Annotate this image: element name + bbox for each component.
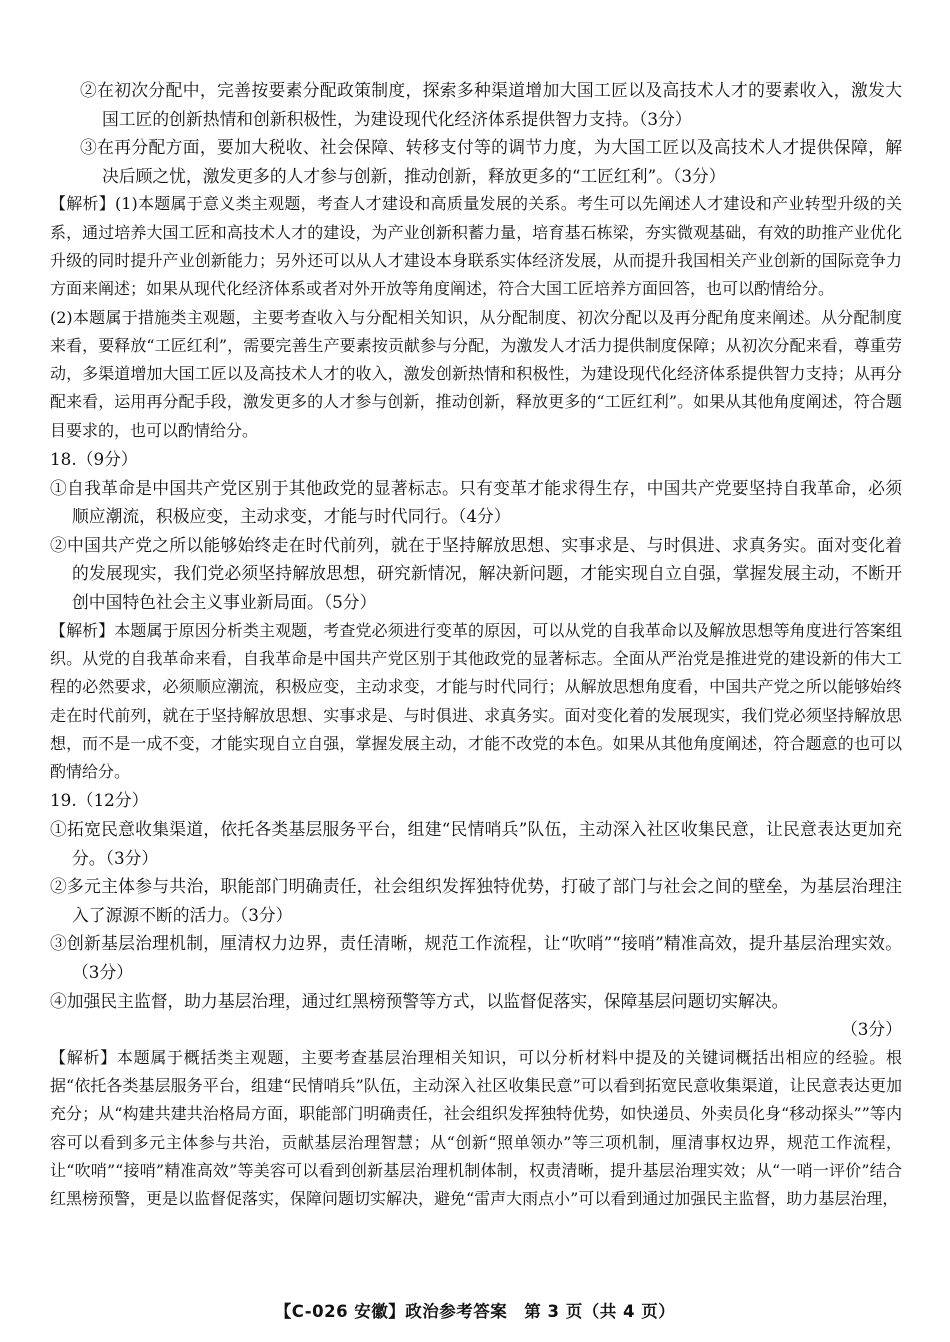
q19-point-4: ④加强民主监督，助力基层治理，通过红黑榜预警等方式，以监督促落实，保障基层问题切实解决。: [50, 990, 789, 1011]
q19-point-1: ①拓宽民意收集渠道，依托各类基层服务平台，组建“民情哨兵”队伍，主动深入社区收集民意，让民意表达更加充分。（3分）: [50, 818, 902, 868]
q18-point-2: ②中国共产党之所以能够始终走在时代前列，就在于坚持解放思想、实事求是、与时俱进、求真务实。面对变化着的发展现实，我们党必须坚持解放思想，研究新情况，解决新问题，才能实现自立自强，掌握发展主动，不断开创中国特色社会主义事业新局面。（5分）: [50, 534, 902, 613]
page-footer: 【C-026 安徽】政治参考答案 第 3 页（共 4 页）: [274, 1302, 676, 1321]
answer-content: [50, 76, 902, 1214]
q18-header: 18.（9分）: [50, 449, 138, 470]
q19-header: 19.（12分）: [50, 790, 149, 811]
q17-analysis-2: (2)本题属于措施类主观题，主要考查收入与分配相关知识，从分配制度、初次分配以及再分配角度来阐述。从分配制度来看，要释放“工匠红利”，需要完善生产要素按贡献参与分配，为激发人才活力提供制度保障；从初次分配来看，尊重劳动，多渠道增加大国工匠以及高技术人才的收入，激发创新热情和积极性，为建设现代化经济体系提供智力支持；从再分配来看，运用再分配手段，激发更多的人才参与创新，推动创新，释放更多的“工匠红利”。如果从其他角度阐述，符合题目要求的，也可以酌情给分。: [50, 307, 902, 440]
q19-analysis: 【解析】本题属于概括类主观题，主要考查基层治理相关知识，可以分析材料中提及的关键词概括出相应的经验。根据“依托各类基层服务平台，组建“民情哨兵”队伍，主动深入社区收集民意”可以看到拓宽民意收集渠道，让民意表达更加充分；从“构建共建共治格局方面，职能部门明确责任，社会组织发挥独特优势，如快递员、外卖员化身“移动探头””等内容可以看到多元主体参与共治，贡献基层治理智慧；从“创新“照单领办”等三项机制，厘清事权边界，规范工作流程，让“吹哨”“接哨”精准高效”等美容可以看到创新基层治理机制体制，权责清晰，提升基层治理实效；从“一哨一评价”结合红黑榜预警，更是以监督促落实，保障问题切实解决，避免“雷声大雨点小”可以看到通过加强民主监督，助力基层治理，: [50, 1047, 902, 1209]
q17-analysis-1: 【解析】(1)本题属于意义类主观题，考查人才建设和高质量发展的关系。考生可以先阐述人才建设和产业转型升级的关系，通过培养大国工匠和高技术人才的建设，为产业创新积蓄力量，培育基石栋梁，夯实微观基础，有效的助推产业优化升级的同时提升产业创新能力；另外还可以从人才建设本身联系实体经济发展，从而提升我国相关产业创新的国际竞争力方面来阐述；如果从现代化经济体系或者对外开放等角度阐述，符合大国工匠培养方面回答，也可以酌情给分。: [50, 194, 902, 299]
q17-point-3: ③在再分配方面，要加大税收、社会保障、转移支付等的调节力度，为大国工匠以及高技术人才提供保障，解决后顾之忧，激发更多的人才参与创新，推动创新，释放更多的“工匠红利”。（3分）: [80, 137, 902, 186]
q17-point-2: ②在初次分配中，完善按要素分配政策制度，探索多种渠道增加大国工匠以及高技术人才的要素收入，激发大国工匠的创新热情和创新积极性，为建设现代化经济体系提供智力支持。（3分）: [80, 80, 902, 129]
q19-point-2: ②多元主体参与共治，职能部门明确责任，社会组织发挥独特优势，打破了部门与社会之间的壁垒，为基层治理注入了源源不断的活力。（3分）: [50, 876, 902, 925]
q18-point-1: ①自我革命是中国共产党区别于其他政党的显著标志。只有变革才能求得生存，中国共产党要坚持自我革命，必须顺应潮流，积极应变，主动求变，才能与时代同行。（4分）: [50, 477, 902, 527]
q19-point-3: ③创新基层治理机制，厘清权力边界，责任清晰，规范工作流程，让“吹哨”“接哨”精准高效，提升基层治理实效。（3分）: [50, 933, 902, 982]
q19-point-4-score: （3分）: [840, 1019, 902, 1040]
q18-analysis: 【解析】本题属于原因分析类主观题，考查党必须进行变革的原因，可以从党的自我革命以及解放思想等角度进行答案组织。从党的自我革命来看，自我革命是中国共产党区别于其他政党的显著标志。全面从严治党是推进党的建设新的伟大工程的必然要求，必须顺应潮流，积极应变，主动求变，才能与时代同行；从解放思想角度看，中国共产党之所以能够始终走在时代前列，就在于坚持解放思想、实事求是、与时俱进、求真务实。面对变化着的发展现实，我们党必须坚持解放思想，而不是一成不变，才能实现自立自强，掌握发展主动，才能不改党的本色。如果从其他角度阐述，符合题意的也可以酌情给分。: [50, 620, 902, 782]
